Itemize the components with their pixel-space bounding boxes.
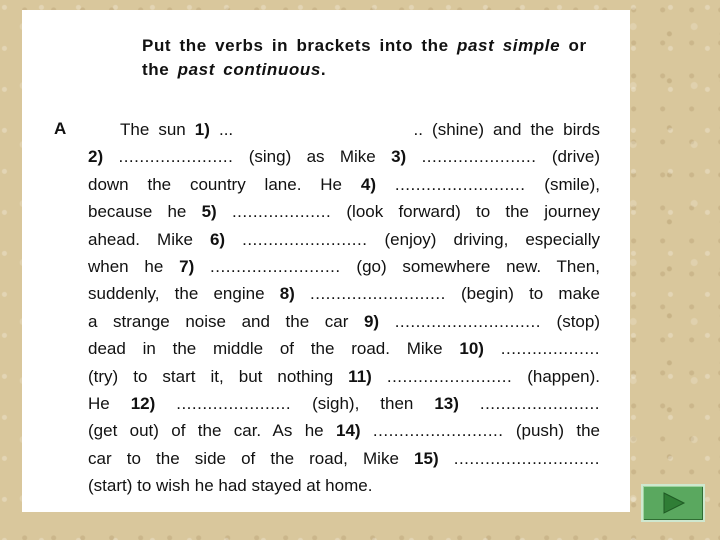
exercise-text-segment	[376, 175, 395, 194]
exercise-line	[88, 335, 600, 362]
exercise-text-segment	[406, 147, 421, 166]
answer-blank: ......................	[176, 394, 292, 414]
play-triangle-icon	[658, 490, 688, 516]
answer-blank: .........................	[372, 421, 504, 441]
exercise-line	[88, 116, 600, 143]
exercise-text-segment: (go) somewhere new. Then,	[340, 257, 600, 277]
answer-blank: ............................	[453, 448, 600, 468]
exercise-text-segment	[379, 312, 395, 331]
exercise-text-segment: He	[88, 394, 131, 414]
gap-number: 9)	[363, 311, 380, 331]
exercise-text-segment: (enjoy) driving, especially	[367, 229, 600, 249]
exercise-text-segment: .. (shine) and the birds	[404, 120, 600, 139]
exercise-text-segment: a strange noise and the car	[88, 311, 364, 331]
exercise-text-segment: car to the side of the road, Mike	[88, 448, 415, 468]
next-slide-button[interactable]	[641, 484, 705, 522]
answer-blank: ......................	[118, 147, 234, 167]
instructions-emphasis-2: past continuous	[177, 60, 321, 79]
exercise-text-segment: (sigh), then	[291, 394, 435, 414]
exercise-label: A	[54, 119, 67, 138]
exercise-text-segment: dead in the middle of the road. Mike	[88, 339, 460, 359]
exercise-line	[88, 472, 600, 499]
exercise-text-segment: (push) the	[503, 421, 600, 441]
exercise-text-segment: (look forward) to the journey	[331, 202, 600, 222]
exercise-text-segment	[217, 202, 232, 221]
exercise-text-segment: The sun	[120, 120, 195, 139]
exercise-text-segment	[484, 339, 501, 358]
answer-blank: ............................	[394, 311, 541, 331]
answer-blank: ...................	[231, 202, 332, 222]
exercise-line	[88, 143, 600, 170]
gap-number: 12)	[130, 394, 156, 414]
exercise-text-segment: because he	[88, 202, 202, 222]
exercise-line	[88, 226, 600, 253]
exercise-line	[88, 280, 600, 307]
exercise-text-segment	[103, 147, 118, 166]
gap-number: 11)	[348, 366, 372, 386]
gap-number: 14)	[335, 421, 361, 441]
exercise-text-segment: (smile),	[525, 174, 600, 194]
instructions-part-3: .	[320, 60, 327, 79]
exercise-text-segment: down the country lane. He	[88, 174, 361, 194]
worksheet-page	[22, 10, 630, 512]
gap-number: 6)	[209, 229, 226, 249]
gap-number: 7)	[179, 257, 195, 277]
exercise-text-segment: ...	[209, 120, 243, 139]
exercise-text-segment: (begin) to make	[445, 284, 600, 304]
answer-blank: ......................	[421, 147, 537, 167]
exercise-text-segment	[372, 367, 387, 386]
exercise-text-segment: (get out) of the car. As he	[88, 421, 336, 441]
answer-blank: .........................	[210, 257, 341, 277]
gap-number: 13)	[434, 394, 459, 414]
exercise-line	[88, 417, 600, 444]
exercise-text-segment: (happen).	[512, 366, 600, 386]
gap-number: 5)	[201, 202, 217, 222]
gap-number: 10)	[459, 339, 484, 359]
gap-number: 1)	[194, 120, 210, 139]
exercise-text-segment	[459, 394, 480, 413]
gap-number: 3)	[391, 147, 407, 167]
gap-number: 4)	[360, 174, 376, 194]
instructions-part-1: Put the verbs in brackets into the	[142, 36, 458, 55]
exercise-text-segment: (drive)	[536, 147, 600, 167]
exercise-text-segment	[194, 257, 210, 276]
exercise-line	[88, 253, 600, 280]
exercise-text-segment: suddenly, the engine	[88, 284, 280, 304]
answer-blank: ...................	[500, 339, 600, 359]
exercise-text-segment	[155, 394, 176, 413]
exercise-text-segment: (sing) as Mike	[233, 147, 392, 167]
answer-blank	[242, 120, 404, 139]
exercise-line	[88, 308, 600, 335]
exercise-text-segment: when he	[88, 257, 180, 277]
exercise-text-segment: (stop)	[540, 311, 600, 331]
exercise-text-segment: ahead. Mike	[88, 229, 210, 249]
answer-blank: ..........................	[310, 284, 446, 304]
exercise-text-segment	[439, 449, 454, 468]
gap-number: 8)	[279, 284, 295, 304]
answer-blank: .......................	[479, 394, 600, 414]
exercise-line	[88, 171, 600, 198]
exercise-text-segment: (try) to start it, but nothing	[88, 366, 349, 386]
exercise-text-segment	[361, 421, 373, 440]
instructions-part-2: or the	[142, 36, 587, 79]
gap-number: 15)	[414, 448, 439, 468]
exercise-text	[88, 116, 600, 500]
instructions-emphasis-1: past simple	[457, 36, 561, 55]
answer-blank: ........................	[242, 229, 368, 249]
exercise-text-segment	[295, 284, 310, 303]
gap-number: 2)	[88, 147, 104, 167]
exercise-line	[88, 363, 600, 390]
exercise-line	[88, 198, 600, 225]
answer-blank: ........................	[386, 366, 513, 386]
exercise-instructions	[142, 34, 602, 82]
exercise-text-segment: (start) to wish he had stayed at home.	[88, 476, 373, 496]
exercise-line	[88, 445, 600, 472]
answer-blank: .........................	[394, 174, 526, 194]
exercise-line	[88, 390, 600, 417]
exercise-text-segment	[225, 230, 242, 249]
